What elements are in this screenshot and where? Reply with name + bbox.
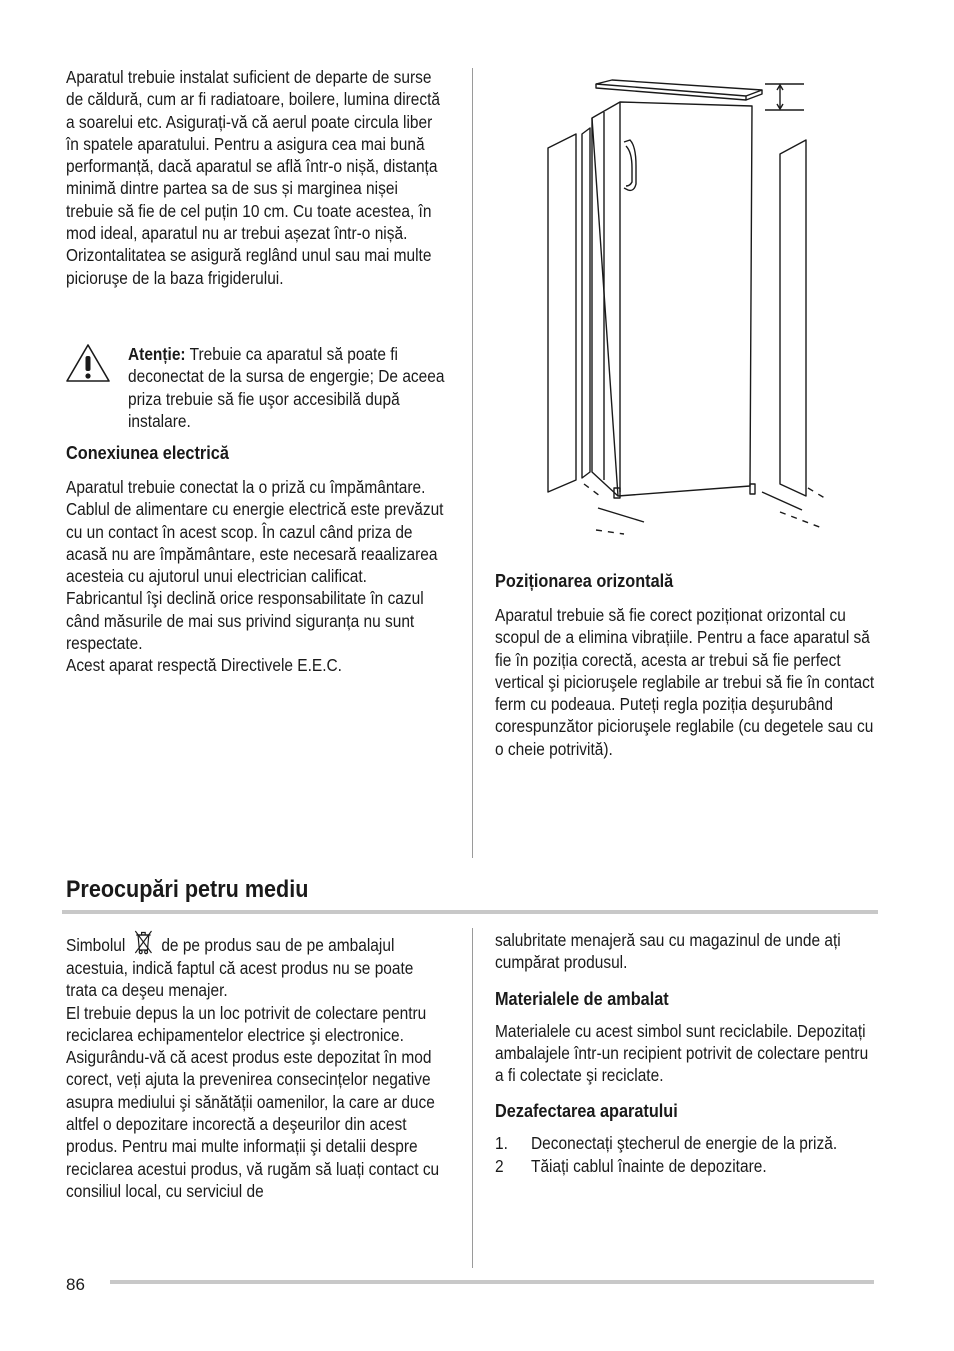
disposal-list <box>495 1132 880 1177</box>
horizontal-paragraph: Aparatul trebuie să fie corect poziționat orizontal cu scopul de a elimina vibrațiile. Pentru a face aparatul să fie în poziția corectă, acesta ar trebui să fie perfect vertical şi picioruşele reglabile ar trebui să fie în contact ferm cu podeaua. Puteți regla poziția deşurubând corespunzător picioruşele reglabile (cu degetele sau cu o cheie potrivită). <box>495 605 875 759</box>
fridge-installation-diagram <box>540 76 840 536</box>
electrical-paragraph-3: Acest aparat respectă Directivele E.E.C. <box>66 655 342 676</box>
column-divider-bottom <box>472 928 473 1268</box>
packaging-paragraph: Materialele cu acest simbol sunt reciclabile. Depozitați ambalajele într-un recipient potrivit de colectare pentru a fi colectate şi reciclate. <box>495 1020 869 1086</box>
install-section <box>66 66 446 289</box>
environment-symbol-paragraph <box>66 929 446 1002</box>
footer-rule <box>110 1280 874 1284</box>
environment-right-text <box>495 929 880 1177</box>
disposal-heading: Dezafectarea aparatului <box>495 1100 678 1122</box>
horizontal-section <box>495 570 880 760</box>
warning-block <box>128 343 446 432</box>
warning-label: Atenție: <box>128 344 186 364</box>
horizontal-heading: Poziționarea orizontală <box>495 570 674 591</box>
electrical-section <box>66 442 446 677</box>
environment-heading: Preocupări petru mediu <box>66 876 309 903</box>
environment-heading-wrap <box>66 876 666 904</box>
electrical-paragraph-2: Fabricantul îşi declină orice responsabilitate în cazul când măsurile de mai sus privind siguranța nu sunt respectate. <box>66 588 424 654</box>
warning-text: Trebuie ca aparatul să poate fi deconectat de la sursa de engergie; De aceea priza trebuie să fie uşor accesibilă după instalare. <box>128 344 445 431</box>
environment-paragraph-continued: salubritate menajeră sau cu magazinul de unde ați cumpărat produsul. <box>495 930 841 973</box>
list-item: 2 Tăiați cablul înainte de depozitare. <box>495 1155 767 1176</box>
page-number: 86 <box>66 1275 85 1294</box>
crossed-bin-icon <box>133 929 155 957</box>
warning-triangle-icon <box>64 342 112 384</box>
install-paragraph: Aparatul trebuie instalat suficient de departe de surse de căldură, cum ar fi radiatoare, boilere, lumina directă a soarelui etc. Asigurați-vă că aerul poate circula liber în spatele aparatului. Pentru a asigura cea mai bună performanță, dacă aparatul se află într-o nișă, distanța minimă dintre partea sa de sus și marginea nișei trebuie să fie de cel puțin 10 cm. Cu toate acestea, în mod ideal, aparatul nu ar trebui așezat într-o nișă. Orizontalitatea se asigură reglând unul sau mai multe picioruşe de la baza frigiderului. <box>66 67 441 288</box>
environment-heading-rule <box>62 910 878 914</box>
environment-paragraph-2: El trebuie depus la un loc potrivit de colectare pentru reciclarea echipamentelor electrice şi electronice. Asigurându-vă că acest produs este depozitat în mod corect, veți ajuta la prevenirea consecințelor negative asupra mediului şi sănătății oamenilor, la care ar duce altfel o depozitare incorectă a deşeurilor din acest produs. Pentru mai multe informații şi detalii despre reciclarea acestui produs, vă rugăm să luați contact cu consiliul local, cu serviciul de <box>66 1002 440 1201</box>
column-divider-top <box>472 68 473 858</box>
electrical-paragraph-1: Aparatul trebuie conectat la o priză cu împământare. Cablul de alimentare cu energie electrică este prevăzut cu un contact în acest scop. În cazul când priza de acasă nu are împământare, este necesară reaalizarea acesteia cu ajutorul unui electrician calificat. <box>66 477 444 587</box>
symbol-suffix: de pe produs sau de pe ambalajul acestuia, indică faptul că acest produs nu se poate trata ca deşeu menajer. <box>66 935 414 1001</box>
list-item: 1. Deconectați ştecherul de energie de la priză. <box>495 1133 838 1154</box>
environment-left-text <box>66 929 446 1202</box>
symbol-prefix: Simbolul <box>66 935 126 955</box>
packaging-heading: Materialele de ambalat <box>495 987 669 1009</box>
electrical-heading: Conexiunea electrică <box>66 442 229 463</box>
